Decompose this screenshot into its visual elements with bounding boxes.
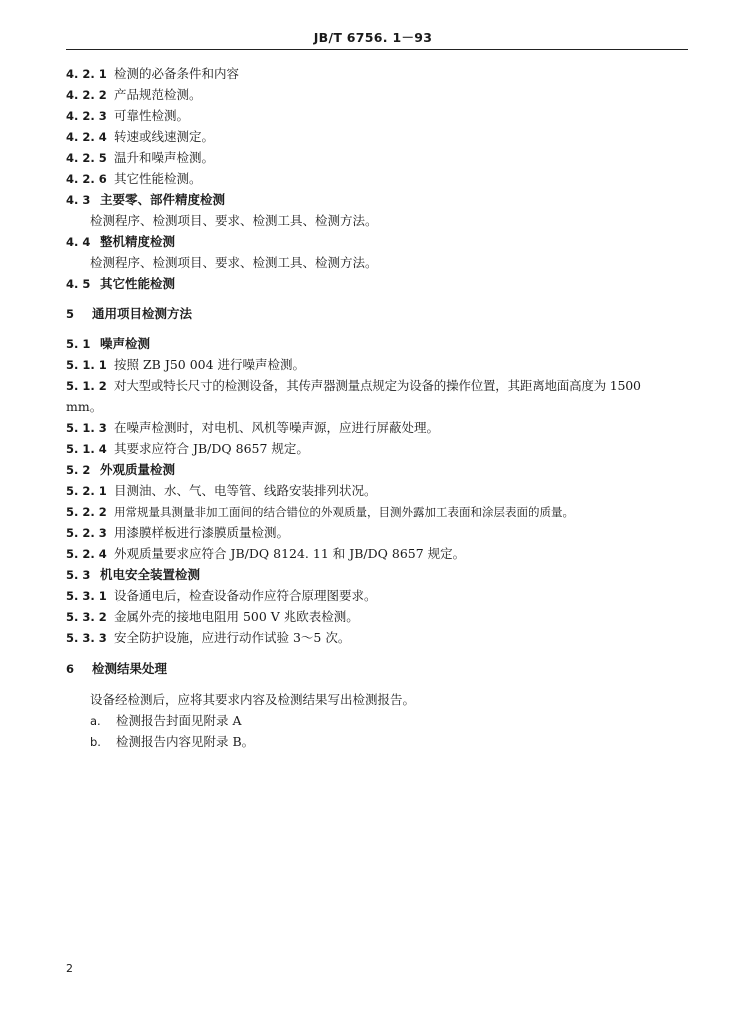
clause-5-3-2 [66,609,359,625]
section-6-body [90,692,415,708]
clause-heading: 主要零、部件精度检测 [100,192,226,207]
clause-5-1 [66,336,150,352]
clause-4-4-body [90,255,378,271]
clause-number: 5. 3. 2 [66,610,107,624]
clause-4-2-6 [66,171,202,187]
clause-text: 用常规量具测量非加工面间的结合错位的外观质量，目测外露加工表面和涂层表面的质量。 [114,505,574,519]
clause-number: 5. 2. 4 [66,547,107,561]
section-number: 6 [66,662,75,676]
clause-5-1-2-continuation [66,399,102,415]
list-item-text: 检测报告封面见附录 A [116,713,242,728]
clause-text: 其它性能检测。 [114,171,202,186]
clause-text: 可靠性检测。 [114,108,190,123]
clause-text: 在噪声检测时，对电机、风机等噪声源，应进行屏蔽处理。 [114,420,440,435]
clause-number: 5. 1. 4 [66,442,107,456]
clause-text: 转速或线速测定。 [114,129,215,144]
clause-number: 5. 2. 3 [66,526,107,540]
clause-heading: 其它性能检测 [100,276,176,291]
clause-heading: 整机精度检测 [100,234,176,249]
clause-text: 目测油、水、气、电等管、线路安装排列状况。 [114,483,377,498]
clause-text: 检测程序、检测项目、要求、检测工具、检测方法。 [90,213,378,228]
clause-number: 5. 1. 2 [66,379,107,393]
clause-heading: 外观质量检测 [100,462,176,477]
clause-text: 检测程序、检测项目、要求、检测工具、检测方法。 [90,255,378,270]
list-item-a [90,713,242,729]
section-heading: 检测结果处理 [92,661,168,676]
clause-number: 5. 1. 3 [66,421,107,435]
clause-4-2-1 [66,66,239,82]
clause-number: 4. 2. 2 [66,88,107,102]
clause-number: 5. 1 [66,337,91,351]
clause-text: 检测的必备条件和内容 [114,66,240,81]
clause-text: 产品规范检测。 [114,87,202,102]
clause-4-5 [66,276,175,292]
clause-5-2-2 [66,504,574,520]
clause-number: 4. 3 [66,193,91,207]
clause-5-1-1 [66,357,305,373]
clause-number: 5. 3. 3 [66,631,107,645]
clause-4-2-4 [66,129,214,145]
clause-text: 用漆膜样板进行漆膜质量检测。 [114,525,290,540]
clause-heading: 噪声检测 [100,336,151,351]
clause-number: 4. 2. 3 [66,109,107,123]
clause-text: 设备通电后，检查设备动作应符合原理图要求。 [114,588,377,603]
clause-number: 4. 4 [66,235,91,249]
clause-number: 4. 2. 5 [66,151,107,165]
clause-5-1-3 [66,420,439,436]
section-6 [66,661,167,677]
section-heading: 通用项目检测方法 [92,306,193,321]
clause-5-3 [66,567,200,583]
clause-number: 4. 2. 1 [66,67,107,81]
clause-5-3-3 [66,630,350,646]
clause-number: 5. 2 [66,463,91,477]
list-marker: a. [90,714,101,728]
clause-text: 安全防护设施，应进行动作试验 3～5 次。 [114,630,351,645]
clause-4-2-2 [66,87,202,103]
clause-5-1-2 [66,378,641,394]
clause-4-2-3 [66,108,189,124]
clause-number: 5. 2. 2 [66,505,107,519]
clause-number: 5. 2. 1 [66,484,107,498]
clause-text: 金属外壳的接地电阻用 500 V 兆欧表检测。 [114,609,359,624]
section-5 [66,306,192,322]
clause-5-3-1 [66,588,377,604]
list-item-text: 检测报告内容见附录 B。 [116,734,255,749]
clause-number: 4. 2. 6 [66,172,107,186]
clause-number: 4. 2. 4 [66,130,107,144]
clause-text: mm。 [66,399,103,414]
clause-5-2 [66,462,175,478]
clause-4-3-body [90,213,378,229]
clause-text: 其要求应符合 JB/DQ 8657 规定。 [114,441,309,456]
standard-code: JB/T 6756. 1－93 [313,30,433,45]
clause-number: 5. 3 [66,568,91,582]
page-number: 2 [66,962,73,975]
clause-5-2-4 [66,546,465,562]
section-number: 5 [66,307,75,321]
clause-4-3 [66,192,225,208]
clause-5-2-3 [66,525,289,541]
list-item-b [90,734,254,750]
clause-4-4 [66,234,175,250]
clause-text: 温升和噪声检测。 [114,150,215,165]
clause-text: 按照 ZB J50 004 进行噪声检测。 [114,357,306,372]
clause-5-2-1 [66,483,377,499]
clause-heading: 机电安全装置检测 [100,567,201,582]
clause-5-1-4 [66,441,309,457]
paragraph-text: 设备经检测后，应将其要求内容及检测结果写出检测报告。 [90,692,416,707]
clause-number: 5. 3. 1 [66,589,107,603]
list-marker: b. [90,735,101,749]
clause-number: 4. 5 [66,277,91,291]
clause-text: 对大型或特长尺寸的检测设备，其传声器测量点规定为设备的操作位置，其距离地面高度为 1500 [114,378,641,393]
clause-4-2-5 [66,150,214,166]
clause-text: 外观质量要求应符合 JB/DQ 8124. 11 和 JB/DQ 8657 规定。 [114,546,466,561]
clause-number: 5. 1. 1 [66,358,107,372]
